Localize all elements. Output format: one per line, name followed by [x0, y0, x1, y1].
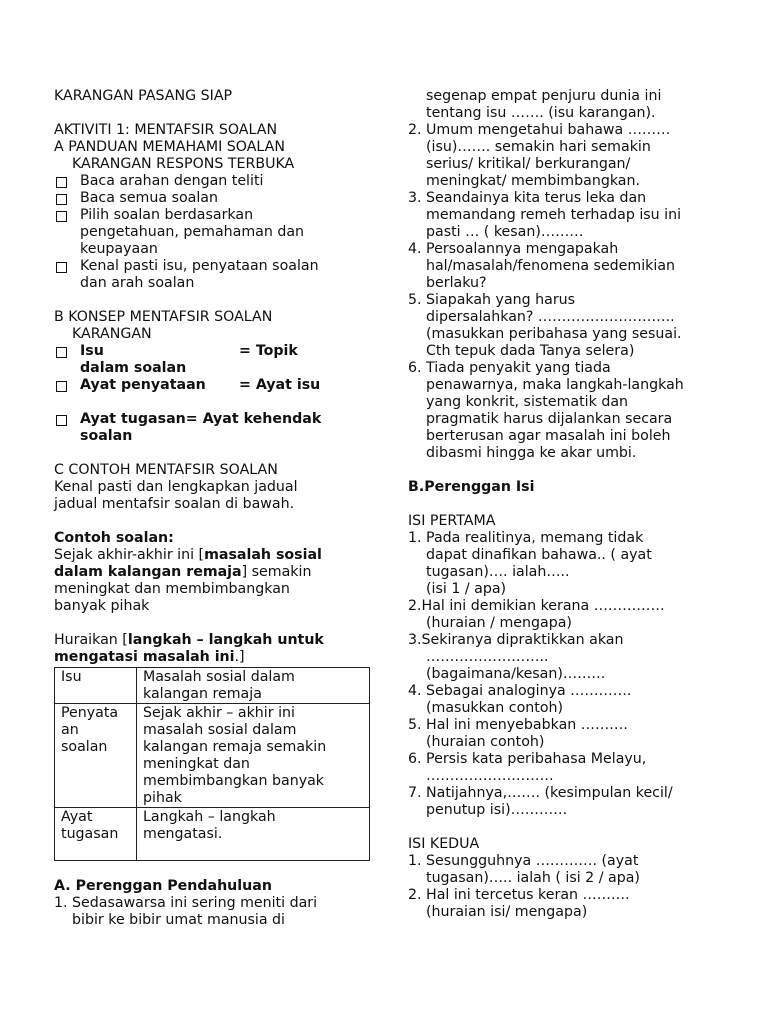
list-item: 3.Sekiranya dipraktikkan akan …………………….. (bagaimana/kesan)……… — [408, 632, 624, 682]
table-cell-value: Sejak akhir – akhir ini masalah sosial dalam kalangan remaja semakin meningkat dan membimbangkan banyak pihak — [137, 704, 370, 808]
checkbox-icon — [56, 381, 67, 392]
isi-kedua-heading: ISI KEDUA — [408, 836, 480, 852]
jadual-tafsir — [54, 667, 370, 861]
pendahuluan-line: tentang isu ……. (isu karangan). — [426, 105, 656, 121]
doc-title: KARANGAN PASANG SIAP — [54, 88, 233, 104]
table-row — [55, 808, 370, 861]
contoh-line: Sejak akhir-akhir ini [masalah sosial — [54, 547, 322, 563]
konsep-item-penyataan: Ayat penyataan = Ayat isu — [54, 377, 372, 394]
list-item: 6. Tiada penyakit yang tiada penawarnya, maka langkah-langkah yang konkrit, sistematik dan pragmatik harus dijalankan secara berterusan agar masalah ini boleh dibasmi hingga ke akar umbi. — [408, 360, 684, 461]
section-c-text: Kenal pasti dan lengkapkan jadual — [54, 479, 298, 495]
pendahuluan-line: bibir ke bibir umat manusia di — [72, 912, 285, 928]
huraikan-line: Huraikan [langkah – langkah untuk — [54, 632, 324, 648]
huraikan-line: mengatasi masalah ini.] — [54, 649, 245, 665]
table-row — [55, 704, 370, 808]
checkbox-icon — [56, 262, 67, 273]
konsep-item-tugasan: Ayat tugasan= Ayat kehendak soalan — [54, 411, 372, 445]
list-item: 7. Natijahnya,……. (kesimpulan kecil/ penutup isi)………… — [408, 785, 673, 818]
konsep-eq: = Ayat isu — [239, 377, 321, 393]
list-item: 5. Hal ini menyebabkan ………. (huraian contoh) — [408, 717, 628, 750]
list-item: 6. Persis kata peribahasa Melayu, ……………………… — [408, 751, 647, 784]
list-item: 4. Persoalannya mengapakah hal/masalah/fenomena sedemikian berlaku? — [408, 241, 676, 291]
section-a-heading-cont: KARANGAN RESPONS TERBUKA — [72, 156, 295, 172]
list-item: 1. Pada realitinya, memang tidak dapat dinafikan bahawa.. ( ayat tugasan)…. ialah….. (isi 1 / apa) — [408, 530, 652, 597]
konsep-eq: = Topik — [239, 343, 298, 359]
list-item: 1. Sesungguhnya …………. (ayat tugasan)….. ialah ( isi 2 / apa) — [408, 853, 640, 886]
table-cell-key: Isu — [55, 668, 137, 704]
checkbox-icon — [56, 347, 67, 358]
activity-heading: AKTIVITI 1: MENTAFSIR SOALAN — [54, 122, 278, 138]
contoh-line: dalam kalangan remaja] semakin — [54, 564, 312, 580]
left-column — [54, 0, 372, 929]
contoh-line: meningkat dan membimbangkan — [54, 581, 290, 597]
checklist-item: Baca arahan dengan teliti — [54, 173, 372, 190]
list-item: 3. Seandainya kita terus leka dan memandang remeh terhadap isu ini pasti … ( kesan)……… — [408, 190, 682, 240]
pendahuluan-line: 1. Sedasawarsa ini sering meniti dari — [54, 895, 318, 911]
checkbox-icon — [56, 177, 67, 188]
list-item: 2. Umum mengetahui bahawa ……… (isu)……. semakin hari semakin serius/ kritikal/ berkurangan/ meningkat/ membimbangkan. — [408, 122, 671, 189]
checklist-item: Baca semua soalan — [54, 190, 372, 207]
checkbox-icon — [56, 194, 67, 205]
section-c-heading: C CONTOH MENTAFSIR SOALAN — [54, 462, 278, 478]
contoh-label: Contoh soalan: — [54, 530, 174, 546]
isi-pertama-heading: ISI PERTAMA — [408, 513, 496, 529]
section-b-heading-cont: KARANGAN — [72, 326, 152, 342]
table-cell-value: Langkah – langkah mengatasi. — [137, 808, 370, 861]
konsep-item-isu: Isu dalam soalan = Topik — [54, 343, 372, 377]
perenggan-a-heading: A. Perenggan Pendahuluan — [54, 878, 272, 894]
section-a-heading: A PANDUAN MEMAHAMI SOALAN — [54, 139, 285, 155]
list-item: 2.Hal ini demikian kerana …………… (huraian / mengapa) — [408, 598, 665, 631]
list-item: 2. Hal ini tercetus keran ………. (huraian isi/ mengapa) — [408, 887, 630, 920]
section-b-heading: B KONSEP MENTAFSIR SOALAN — [54, 309, 273, 325]
table-row — [55, 668, 370, 704]
right-column — [408, 0, 720, 921]
perenggan-b-heading: B.Perenggan Isi — [408, 479, 535, 495]
checkbox-icon — [56, 415, 67, 426]
table-cell-key: Ayat tugasan — [55, 808, 137, 861]
list-item: 5. Siapakah yang harus dipersalahkan? ……………………….. (masukkan peribahasa yang sesuai. Cth tepuk dada Tanya selera) — [408, 292, 682, 359]
contoh-line: banyak pihak — [54, 598, 150, 614]
section-c-text: jadual mentafsir soalan di bawah. — [54, 496, 295, 512]
checkbox-icon — [56, 211, 67, 222]
table-cell-value: Masalah sosial dalam kalangan remaja — [137, 668, 370, 704]
list-item: 4. Sebagai analoginya …………. (masukkan contoh) — [408, 683, 632, 716]
table-cell-key: Penyata an soalan — [55, 704, 137, 808]
pendahuluan-line: segenap empat penjuru dunia ini — [426, 88, 662, 104]
checklist-item: Kenal pasti isu, penyataan soalan dan arah soalan — [54, 258, 372, 292]
checklist-item: Pilih soalan berdasarkan pengetahuan, pemahaman dan keupayaan — [54, 207, 372, 258]
